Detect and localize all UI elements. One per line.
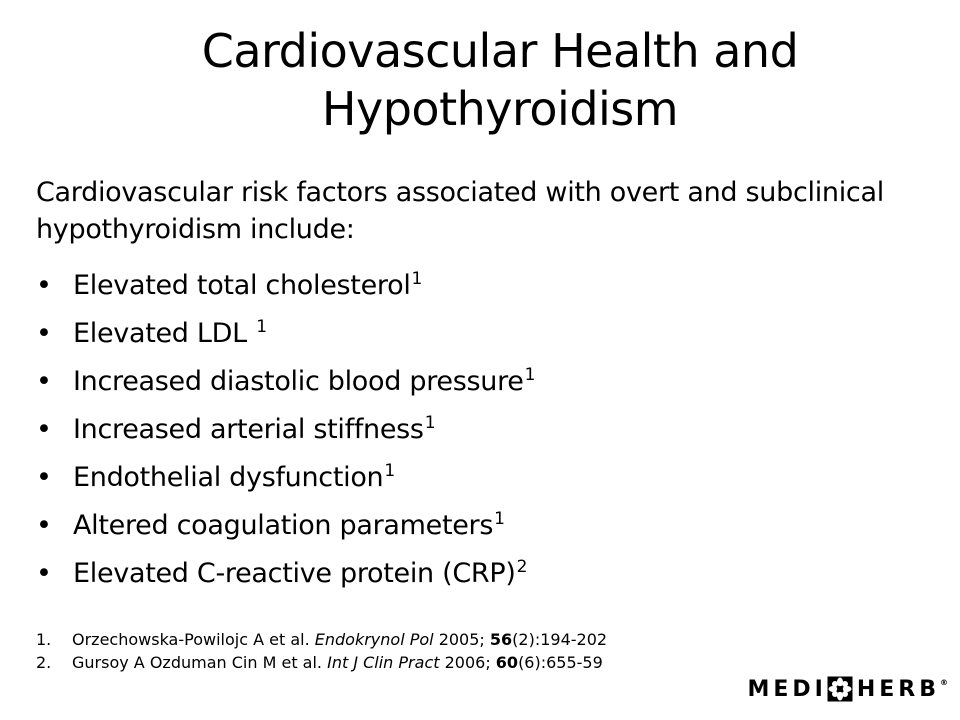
list-item xyxy=(36,504,535,552)
citation-ref: 1 xyxy=(384,461,395,481)
reference-item xyxy=(36,628,607,651)
reference-pages: (2):194-202 xyxy=(512,630,608,649)
reference-number: 1. xyxy=(36,630,52,649)
reference-pages: (6):655-59 xyxy=(518,653,603,672)
citation-ref: 1 xyxy=(494,509,505,529)
list-item-text: Increased arterial stiffness xyxy=(73,414,424,445)
reference-year: 2005; xyxy=(433,630,490,649)
bullet-icon: • xyxy=(36,318,52,349)
citation-ref: 1 xyxy=(411,269,423,289)
reference-authors: Gursoy A Ozduman Cin M et al. xyxy=(72,653,328,672)
reference-volume: 56 xyxy=(489,630,513,649)
reference-journal: Endokrynol Pol xyxy=(314,630,434,649)
reference-journal: Int J Clin Pract xyxy=(327,653,440,672)
reference-year: 2006; xyxy=(439,653,496,672)
logo-text-right: HERB xyxy=(856,676,940,702)
reference-volume: 60 xyxy=(495,653,519,672)
bullet-icon: • xyxy=(36,270,52,301)
registered-mark: ® xyxy=(940,678,948,687)
citation-ref: 1 xyxy=(424,413,436,433)
slide-title xyxy=(100,22,900,138)
list-item-text: Increased diastolic blood pressure xyxy=(73,366,524,397)
reference-number: 2. xyxy=(36,653,52,672)
reference-item xyxy=(36,651,607,674)
title-line-1: Cardiovascular Health and xyxy=(201,24,799,78)
list-item xyxy=(36,312,535,360)
logo-text-left: MEDI xyxy=(747,676,827,702)
citation-ref: 1 xyxy=(256,317,267,337)
list-item xyxy=(36,264,535,312)
bullet-icon: • xyxy=(36,366,52,397)
title-line-2: Hypothyroidism xyxy=(321,82,679,136)
list-item xyxy=(36,456,535,504)
flower-icon xyxy=(827,676,853,702)
list-item-text: Endothelial dysfunction xyxy=(73,462,384,493)
list-item xyxy=(36,360,535,408)
citation-ref: 1 xyxy=(524,365,536,385)
list-item xyxy=(36,408,535,456)
citation-ref: 2 xyxy=(516,557,528,577)
reference-authors: Orzechowska-Powilojc A et al. xyxy=(72,630,315,649)
mediherb-logo xyxy=(747,676,948,702)
risk-factor-list xyxy=(36,264,535,600)
list-item-text: Altered coagulation parameters xyxy=(73,510,494,541)
bullet-icon: • xyxy=(36,414,52,445)
list-item-text: Elevated LDL xyxy=(73,318,247,349)
list-item-text: Elevated C-reactive protein (CRP) xyxy=(73,558,516,589)
bullet-icon: • xyxy=(36,510,52,541)
bullet-icon: • xyxy=(36,462,52,493)
intro-text: Cardiovascular risk factors associated with overt and subclinical hypothyroidism include: xyxy=(36,177,884,245)
list-item-text: Elevated total cholesterol xyxy=(73,270,411,301)
references xyxy=(36,628,607,674)
bullet-icon: • xyxy=(36,558,52,589)
list-item xyxy=(36,552,535,600)
